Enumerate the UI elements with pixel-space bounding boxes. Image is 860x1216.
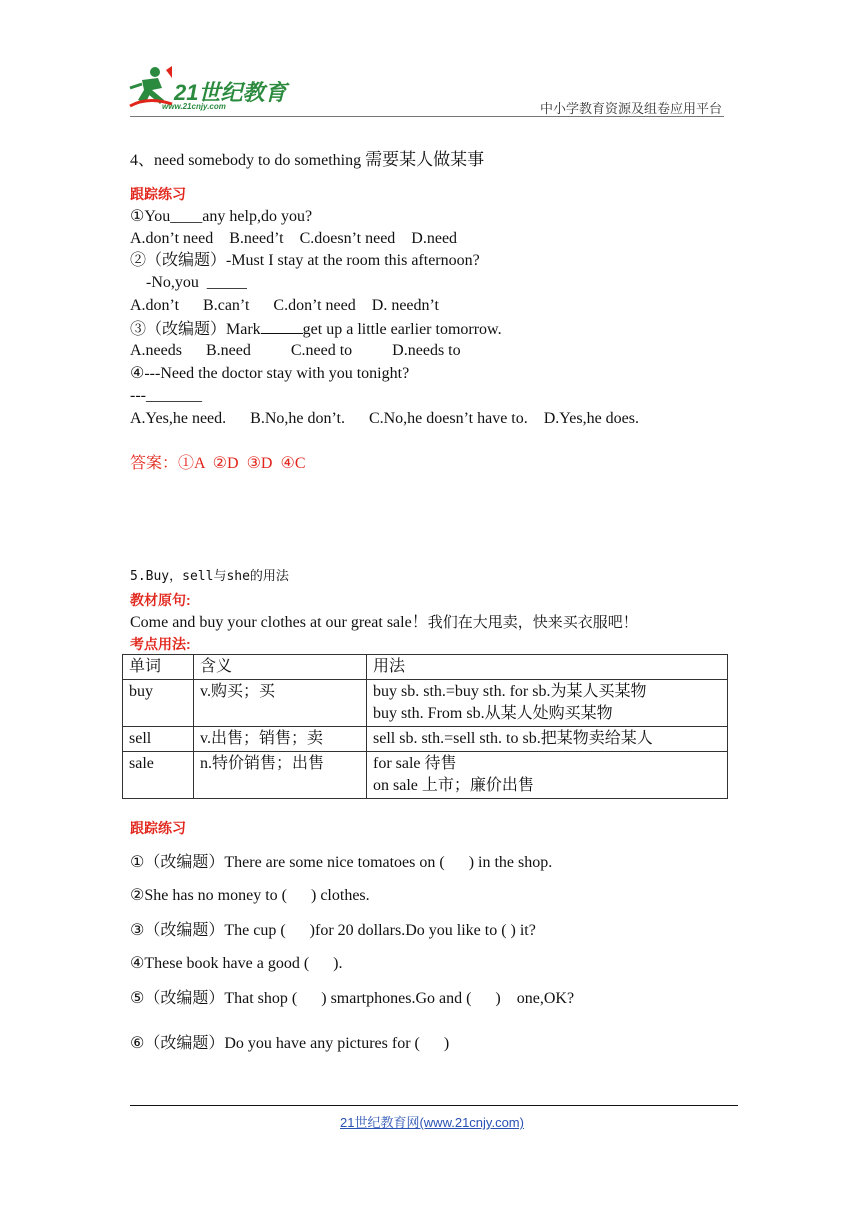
s4-question-3-suffix: get up a little earlier tomorrow.	[302, 321, 502, 338]
section4-title-cn: 需要某人做某事	[365, 150, 485, 170]
table-cell-meaning: n.特价销售；出售	[194, 752, 367, 799]
section4-practice-label: 跟踪练习	[130, 186, 186, 202]
section4-title	[130, 150, 484, 171]
s5-question-1	[130, 852, 552, 873]
answer-blank	[261, 318, 303, 334]
question-tag: ③（改编题）	[130, 920, 225, 939]
table-cell-meaning: v.购买；买	[194, 680, 367, 727]
source-sentence-cn: 我们在大甩卖，快来买衣服吧！	[427, 613, 638, 631]
s4-question-1-options: A.don’t need B.need’t C.doesn’t need D.need	[130, 230, 458, 247]
question-tag: ⑤（改编题）	[130, 988, 225, 1007]
s4-question-3	[130, 318, 502, 340]
section5-title: 5.Buy，sell与she的用法	[130, 569, 289, 584]
s4-question-2-reply: -No,you _____	[130, 274, 247, 291]
table-cell-word: sale	[123, 752, 194, 799]
usage-line: for sale 待售	[373, 755, 457, 772]
s4-question-2: ②（改编题）-Must I stay at the room this afternoon?	[130, 252, 480, 269]
s4-question-4-reply: ---_______	[130, 387, 202, 404]
s4-question-2-options: A.don’t B.can’t C.don’t need D. needn’t	[130, 297, 439, 314]
s5-question-3	[130, 920, 536, 941]
s4-question-3-prefix: ③（改编题）Mark	[130, 321, 261, 338]
logo-url: www.21cnjy.com	[162, 102, 226, 111]
table-header-row	[123, 655, 728, 680]
section5-practice-label: 跟踪练习	[130, 820, 186, 836]
s5-question-6	[130, 1033, 449, 1054]
table-cell-word: buy	[123, 680, 194, 727]
usage-line: buy sb. sth.=buy sth. for sb.为某人买某物	[373, 683, 647, 700]
question-text: The cup ( )for 20 dollars.Do you like to ( ) it?	[224, 922, 536, 939]
s4-question-4: ④---Need the doctor stay with you tonight?	[130, 365, 410, 382]
logo-text: 21世纪教育	[174, 80, 287, 105]
table-row	[123, 752, 728, 799]
table-header-cell: 用法	[367, 655, 728, 680]
s4-question-3-options: A.needs B.need C.need to D.needs to	[130, 342, 461, 359]
table-row	[123, 727, 728, 752]
table-header-cell: 单词	[123, 655, 194, 680]
s4-answer: 答案：①A ②D ③D ④C	[130, 455, 306, 472]
usage-table	[122, 654, 728, 799]
s5-question-4: ④These book have a good ( ).	[130, 955, 343, 972]
s4-question-4-options: A.Yes,he need. B.No,he don’t. C.No,he doesn’t have to. D.Yes,he does.	[130, 410, 640, 427]
section5-usage-label: 考点用法:	[130, 636, 191, 652]
header-platform-text: 中小学教育资源及组卷应用平台	[540, 101, 723, 116]
question-text: Do you have any pictures for ( )	[224, 1035, 450, 1052]
question-text: There are some nice tomatoes on ( ) in the shop.	[224, 854, 553, 871]
footer-divider	[130, 1105, 738, 1106]
question-text: That shop ( ) smartphones.Go and ( ) one,OK?	[224, 990, 575, 1007]
s5-question-5	[130, 988, 574, 1009]
usage-line: on sale 上市；廉价出售	[373, 777, 534, 794]
footer-link[interactable]: 21世纪教育网(www.21cnjy.com)	[340, 1115, 524, 1130]
section5-source-sentence	[130, 612, 638, 633]
table-cell-usage	[367, 680, 728, 727]
usage-line: buy sth. From sb.从某人处购买某物	[373, 705, 613, 722]
header-divider	[130, 116, 724, 117]
usage-line: sell sb. sth.=sell sth. to sb.把某物卖给某人	[373, 730, 653, 747]
table-cell-word: sell	[123, 727, 194, 752]
site-logo[interactable]	[122, 66, 292, 116]
table-cell-usage	[367, 727, 728, 752]
table-header-cell: 含义	[194, 655, 367, 680]
s5-question-2: ②She has no money to ( ) clothes.	[130, 887, 370, 904]
section4-title-en: 4、need somebody to do something	[130, 152, 366, 169]
s4-question-1: ①You____any help,do you?	[130, 208, 313, 225]
table-row	[123, 680, 728, 727]
section5-source-label: 教材原句:	[130, 592, 191, 608]
table-cell-usage	[367, 752, 728, 799]
question-tag: ⑥（改编题）	[130, 1033, 225, 1052]
source-sentence-en: Come and buy your clothes at our great sale！	[130, 614, 428, 631]
table-cell-meaning: v.出售；销售；卖	[194, 727, 367, 752]
question-tag: ①（改编题）	[130, 852, 225, 871]
